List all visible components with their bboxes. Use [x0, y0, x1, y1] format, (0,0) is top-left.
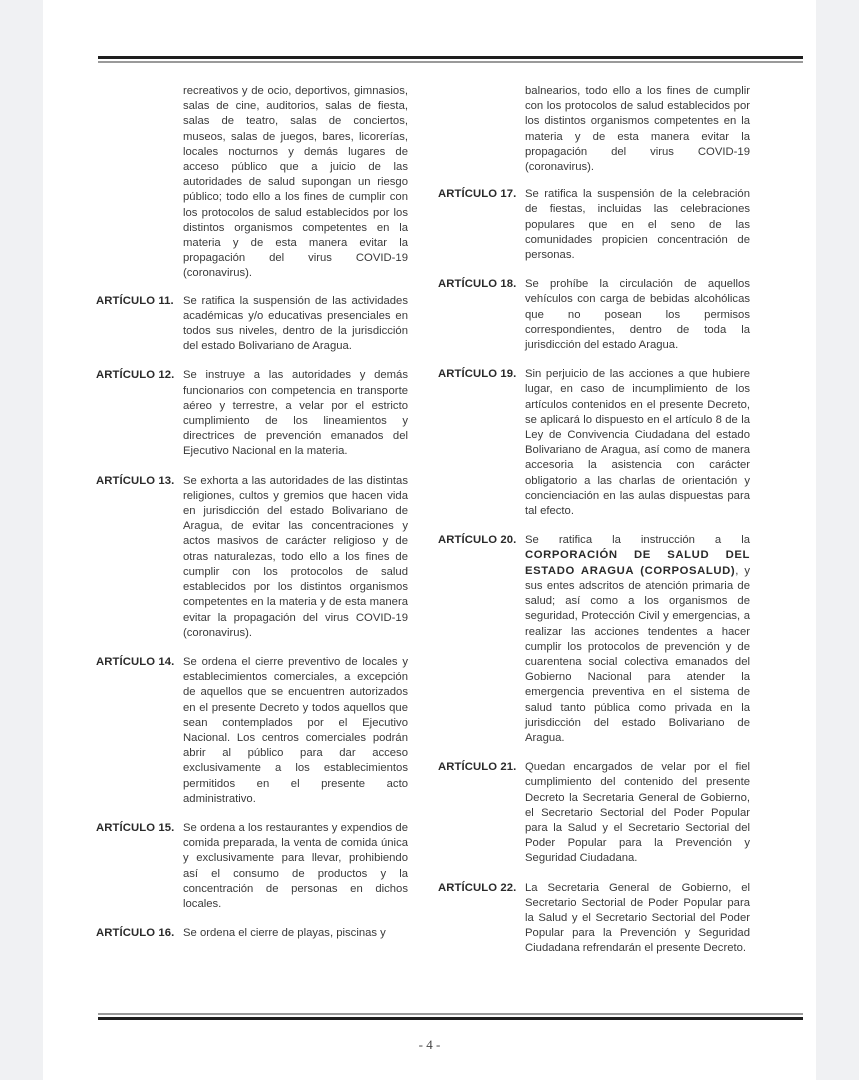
document-page: [43, 0, 816, 1080]
article-11: [96, 294, 408, 355]
article-18: [438, 277, 750, 353]
article-label: ARTÍCULO 21.: [438, 761, 517, 774]
article-label: ARTÍCULO 20.: [438, 534, 517, 547]
article-text: La Secretaria General de Gobierno, el Secretario Sectorial de Poder Popular para la Salud y el Secretario Sectorial del Poder Popular para la Prevención y Seguridad Ciudadana refrendarán el presente Decreto.: [525, 881, 750, 955]
article-21: [438, 760, 750, 866]
article-17: [438, 187, 750, 263]
article-19: [438, 367, 750, 519]
continued-paragraph: recreativos y de ocio, deportivos, gimnasios, salas de cine, auditorios, salas de fiesta, salas de teatro, salas de conciertos, museos, salas de juegos, bares, licorerías, locales nocturnos y demás lugares de acceso público que a juicio de las autoridades de salud supongan un riesgo público; todo ello a los fines de cumplir con los protocolos de salud establecidos por los distintos organismos competentes en la materia y de esta manera evitar la propagación del virus COVID-19 (coronavirus).: [183, 85, 408, 280]
article-20: [438, 533, 750, 746]
article-12: [96, 368, 408, 459]
article-text: Se instruye a las autoridades y demás funcionarios con competencia en transporte aéreo y terrestre, a velar por el estricto cumplimiento de los lineamientos y directrices de prevención emanados del Ejecutivo Nacional en la materia.: [183, 369, 408, 458]
article-text: Se ratifica la suspensión de las actividades académicas y/o educativas presenciales en todos sus niveles, dentro de la jurisdicción del estado Bolivariano de Aragua.: [183, 294, 408, 353]
article-15: [96, 821, 408, 912]
corposalud-name: CORPORACIÓN DE SALUD DEL ESTADO ARAGUA (CORPOSALUD): [525, 549, 750, 577]
left-column: [96, 84, 408, 955]
article-label: ARTÍCULO 14.: [96, 655, 175, 668]
article-text: Se exhorta a las autoridades de las distintas religiones, cultos y gremios que hacen vida en jurisdicción del estado Bolivariano de Aragua, de evitar las concentraciones y actos masivos de carácter religioso y de otras naturalezas, todo ello a los fines de cumplir con los protocolos de salud establecidos por los distintos organismos competentes en la materia y de esta manera evitar la propagación del virus COVID-19 (coronavirus).: [183, 474, 408, 639]
article-label: ARTÍCULO 18.: [438, 278, 517, 291]
article-label: ARTÍCULO 19.: [438, 368, 517, 381]
page-number: - 4 -: [418, 1037, 441, 1052]
article-text: Se ratifica la suspensión de la celebración de fiestas, incluidas las celebraciones populares que en el seno de las comunidades propicien concentración de personas.: [525, 188, 750, 262]
article-14: [96, 655, 408, 807]
article-label: ARTÍCULO 12.: [96, 369, 175, 382]
article-label: ARTÍCULO 16.: [96, 927, 175, 940]
continued-paragraph: balnearios, todo ello a los fines de cumplir con los protocolos de salud establecidos por los distintos organismos competentes en la materia y de esta manera evitar la propagación del virus COVID-19 (coronavirus).: [525, 85, 750, 174]
article-text: [438, 533, 750, 746]
article-label: ARTÍCULO 11.: [96, 294, 174, 307]
right-column: [438, 84, 750, 971]
article-16: [96, 926, 408, 941]
article-text-lead: Se ratifica la instrucción a la: [525, 534, 750, 547]
article-label: ARTÍCULO 17.: [438, 188, 517, 201]
article-text: Se ordena a los restaurantes y expendios de comida preparada, la venta de comida única y exclusivamente para llevar, prohibiendo así el consumo de productos y la concentración de personas en dichos locales.: [183, 821, 408, 910]
footer-rule: [98, 1013, 803, 1020]
article-text: Quedan encargados de velar por el fiel cumplimiento del contenido del presente Decreto la Secretaria General de Gobierno, el Secretario Sectorial del Poder Popular para la Salud y el Secretario Sectorial del Poder Popular para la Prevención y Seguridad Ciudadana.: [525, 761, 750, 865]
article-text: Sin perjuicio de las acciones a que hubiere lugar, en caso de incumplimiento de los artículos contenidos en el presente Decreto, se aplicará lo dispuesto en el artículo 8 de la Ley de Convivencia Ciudadana del estado Bolivariano de Aragua, así como de manera accesoria la asistencia con carácter obligatorio a las charlas de orientación y concienciación en las aulas dispuestas para tal efecto.: [525, 368, 750, 518]
article-text: Se ordena el cierre preventivo de locales y establecimientos comerciales, a excepción de aquellos que se encuentren autorizados en el presente Decreto y todos aquellos que sean contemplados por el Ejecutivo Nacional. Los centros comerciales podrán abrir al público para dar acceso exclusivamente a los establecimientos permitidos en el presente acto administrativo.: [183, 655, 408, 805]
article-label: ARTÍCULO 22.: [438, 881, 517, 894]
article-13: [96, 474, 408, 641]
header-rule: [98, 56, 803, 63]
article-text: Se ordena el cierre de playas, piscinas y: [183, 927, 386, 940]
article-text: Se prohíbe la circulación de aquellos vehículos con carga de bebidas alcohólicas que no posean los permisos correspondientes, dentro de toda la jurisdicción del estado Aragua.: [525, 278, 750, 352]
article-label: ARTÍCULO 15.: [96, 821, 175, 834]
article-label: ARTÍCULO 13.: [96, 474, 175, 487]
article-22: [438, 881, 750, 957]
article-text-rest: , y sus entes adscritos de atención primaria de salud; así como a los organismos de seguridad, Protección Civil y emergencias, a realizar las acciones tendentes a hacer cumplir los protocolos de prevención y de cuarentena social colectiva emanados del Gobierno Nacional para atender la emergencia preventiva en el sistema de salud tanto pública como privada en la jurisdicción del estado Bolivariano de Aragua.: [525, 564, 750, 744]
